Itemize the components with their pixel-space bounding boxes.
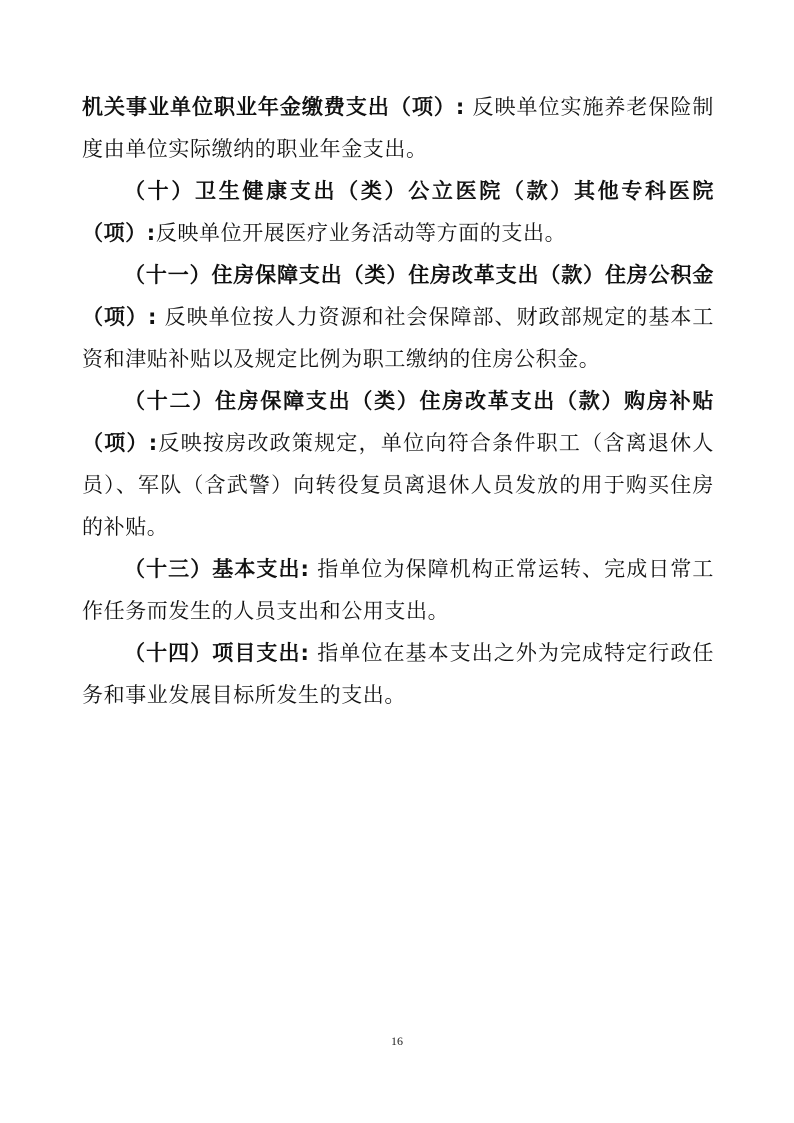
paragraph-housing-subsidy — [82, 380, 714, 548]
paragraph-heading: 机关事业单位职业年金缴费支出（项）: — [82, 95, 465, 119]
paragraph-heading: （十二）住房保障支出（类）住房改革支出（款）购房补贴（项）: — [82, 389, 714, 455]
paragraph-text: 反映单位开展医疗业务活动等方面的支出。 — [155, 221, 567, 245]
paragraph-heading: （十三）基本支出: — [124, 557, 310, 581]
paragraph-heading: （十）卫生健康支出（类）公立医院（款）其他专科医院（项）: — [82, 179, 714, 245]
paragraph-project-expenditure — [82, 632, 714, 716]
paragraph-text: 指单位在基本支出之外为完成特定行政任务和事业发展目标所发生的支出。 — [82, 641, 714, 707]
paragraph-text: 反映单位实施养老保险制度由单位实际缴纳的职业年金支出。 — [82, 95, 714, 161]
paragraph-basic-expenditure — [82, 548, 714, 632]
paragraph-text: 指单位为保障机构正常运转、完成日常工作任务而发生的人员支出和公用支出。 — [82, 557, 714, 623]
paragraph-heading: （十四）项目支出: — [124, 641, 310, 665]
paragraph-text: 反映单位按人力资源和社会保障部、财政部规定的基本工资和津贴补贴以及规定比例为职工缴纳的住房公积金。 — [82, 305, 714, 371]
paragraph-text: 反映按房改政策规定，单位向符合条件职工（含离退休人员）、军队（含武警）向转役复员离退休人员发放的用于购买住房的补贴。 — [82, 431, 714, 539]
paragraph-heading: （十一）住房保障支出（类）住房改革支出（款）住房公积金（项）: — [82, 263, 714, 329]
page-number: 16 — [391, 1034, 403, 1048]
paragraph-housing-fund — [82, 254, 714, 380]
paragraph-health-expenditure — [82, 170, 714, 254]
paragraph-occupational-annuity — [82, 86, 714, 170]
document-body — [82, 86, 714, 716]
